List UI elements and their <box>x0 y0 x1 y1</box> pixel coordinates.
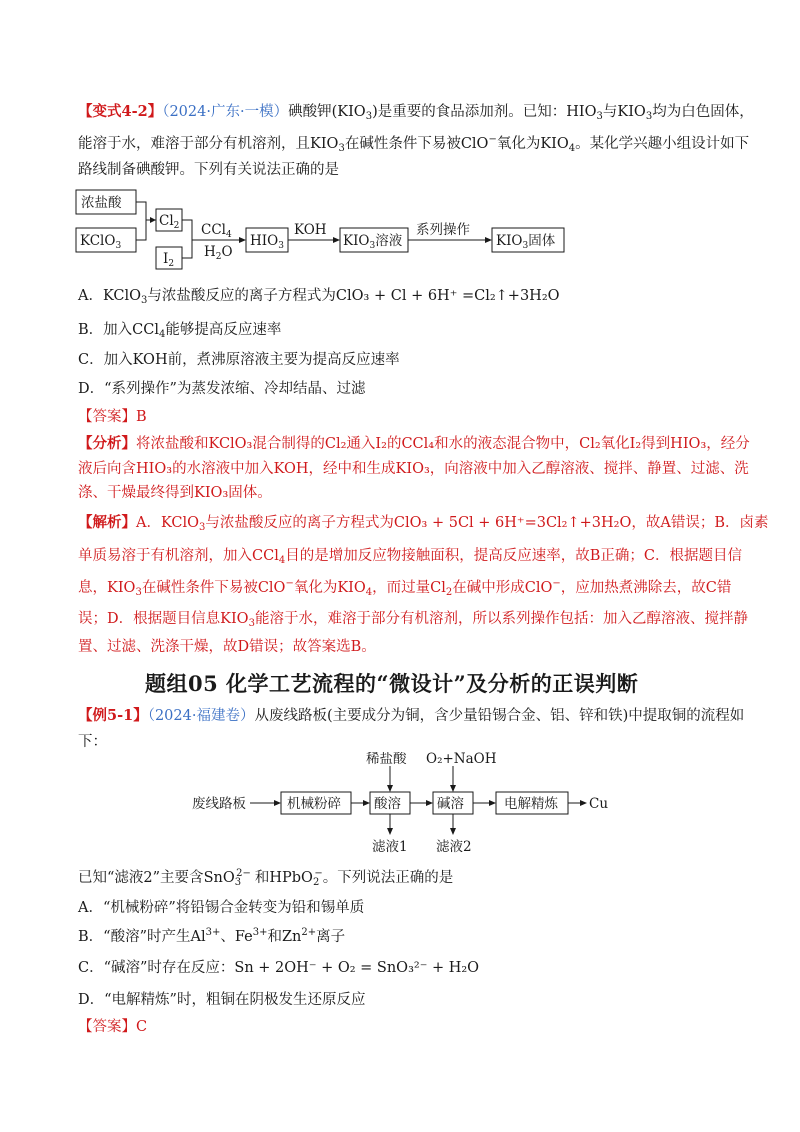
flow1-label-hcl: 浓盐酸 <box>81 195 122 211</box>
flow1-label-kclo3: KClO <box>80 233 116 249</box>
formula: Al <box>190 929 206 945</box>
q2-text: 和 <box>254 870 270 886</box>
formula: KIO <box>337 104 366 120</box>
q1-option-b: B．加入CCl$_4$能够提高反应速率 <box>78 322 282 340</box>
explain-text: 在碱性条件下易被 <box>141 580 258 596</box>
option-label: A． <box>78 288 103 304</box>
option-text: B．加入 <box>78 322 133 338</box>
q1-analysis-1 <box>78 434 750 454</box>
flow2-label-filtrate2: 滤液2 <box>436 839 472 855</box>
formula: KClO <box>102 288 142 304</box>
formula: ClO <box>524 580 553 596</box>
formula: ClO <box>460 136 489 152</box>
flow1-sub: 3 <box>278 241 284 251</box>
svg-text:浓盐酸 <box>81 194 122 211</box>
flow1-label-koh: KOH <box>294 222 327 238</box>
option-text: 前，煮沸原溶液主要为提高反应速率 <box>167 352 400 368</box>
q1-text: 能溶于水，难溶于部分有机溶剂，且 <box>78 136 310 152</box>
q1-line1: 【变式4-2】（2024·广东·一模）碘酸钾$(KIO_3)$是重要的食品添加剂。已知：$HIO_3$与$KIO_3$均为白色固体， <box>78 103 754 122</box>
flow1-label-solid: 固体 <box>528 233 556 249</box>
flow-diagram-2 <box>188 752 668 862</box>
q2-option-a: A．“机械粉碎”将铅锡合金转变为铅和锡单质 <box>78 900 365 916</box>
q1-explain-2: 单质易溶于有机溶剂，加入CCl$_4$目的是增加反应物接触面积，提高反应速率，故B正确；C．根据题目信 <box>78 548 742 566</box>
flow2-label-cu: Cu <box>589 796 609 812</box>
q1-line2: 能溶于水，难溶于部分有机溶剂，且$KIO_3$在碱性条件下易被ClO−氧化为$KIO_4$。某化学兴趣小组设计如下 <box>78 134 750 154</box>
flow2-label-start: 废线路板 <box>192 796 246 812</box>
flow1-sub: 3 <box>522 241 529 251</box>
formula: KOH <box>132 352 168 368</box>
flow2-label-base: 碱溶 <box>437 796 464 812</box>
q1-option-d: D．“系列操作”为蒸发浓缩、冷却结晶、过滤 <box>78 381 366 397</box>
option-text: C．加入 <box>78 352 133 368</box>
q2-option-c <box>78 958 479 978</box>
explain-text: ，而过量 <box>372 580 431 596</box>
flow1-sub: 2 <box>168 259 175 269</box>
explain-text: 息， <box>78 580 107 596</box>
q1-tag: 【变式4-2】 <box>78 103 163 120</box>
explain-text: 氧化为 <box>293 580 338 596</box>
flow2-label-acid: 酸溶 <box>374 796 401 812</box>
equation: Sn + 2OH⁻ + O₂ = SnO₃²⁻ + H₂O <box>234 960 480 976</box>
svg-text:I2 <box>163 251 174 269</box>
q2-line2: 下： <box>78 734 107 750</box>
q1-analysis-3: 涤、干燥最终得到KIO₃固体。 <box>78 485 272 501</box>
q1-answer: 【答案】B <box>78 409 147 425</box>
q1-explain-5: 置、过滤、洗涤干燥，故D错误；故答案选B。 <box>78 639 376 655</box>
formula: SnO <box>203 870 235 886</box>
option-text: 离子 <box>316 929 346 945</box>
flow1-label-h2o-o: O <box>221 244 233 260</box>
q1-option-c <box>78 350 400 370</box>
equation: ClO₃ + Cl + 6H⁺ =Cl₂↑+3H₂O <box>335 288 560 304</box>
analysis-text: 将浓盐酸和KClO₃混合制得的Cl₂通入I₂的CCl₄和水的液态混合物中，Cl₂氧化I₂得到HIO₃，经分 <box>136 436 750 452</box>
explain-tag: 【解析】 <box>78 514 136 531</box>
q2-source: （2024·福建卷） <box>147 708 255 724</box>
flow1-sub: 4 <box>225 230 232 240</box>
q1-explain-3: 息，$KIO_3$在碱性条件下易被ClO−氧化为$KIO_4$，而过量$Cl_2$在碱中形成ClO−，应加热煮沸除去，故C错 <box>78 578 732 598</box>
q2-tag: 【例5-1】 <box>78 707 148 724</box>
svg-text:Cl2 <box>159 213 179 231</box>
q1-text: 与 <box>602 104 618 120</box>
formula: KClO <box>160 515 200 531</box>
q2-option-b: B．“酸溶”时产生$Al^{3+}$、$Fe^{3+}$和$Zn^{2+}$离子 <box>78 927 346 945</box>
flow1-label-ccl4: CCl <box>201 222 226 238</box>
q1-text: 均为白色固体， <box>652 104 754 120</box>
explain-text: A． <box>136 515 161 531</box>
q1-line3: 路线制备碘酸钾。下列有关说法正确的是 <box>78 162 339 178</box>
equation: ClO₃ + 5Cl + 6H⁺=3Cl₂↑+3H₂O <box>393 515 632 531</box>
option-text: B．“酸溶”时产生 <box>78 929 191 945</box>
q1-explain-4: 误；D．根据题目信息$KIO_3$能溶于水，难溶于部分有机溶剂，所以系列操作包括：加入乙醇溶液、搅拌静 <box>78 611 748 629</box>
q1-text: )是重要的食品添加剂。已知： <box>372 104 567 120</box>
flow1-label-i2: I <box>163 251 169 267</box>
q2-answer: 【答案】C <box>78 1019 148 1035</box>
svg-text:CCl4 <box>201 222 232 240</box>
flow1-label-kio3: KIO <box>343 233 370 249</box>
q2-known: 已知“滤液2”主要含SnO$_3^{2-}$ 和HPbO$_2$−。下列说法正确的是 <box>78 868 454 888</box>
q1-explain-1: 【解析】A．KClO$_3$与浓盐酸反应的离子方程式为ClO₃ + 5Cl + 6H⁺=3Cl₂↑+3H₂O，故A错误；B．卤素 <box>78 514 769 533</box>
q2-text: 从废线路板(主要成分为铜，含少量铅锡合金、铝、锌和铁)中提取铜的流程如 <box>254 708 745 724</box>
explain-text: 与浓盐酸反应的离子方程式为 <box>205 515 394 531</box>
option-text: C．“碱溶”时存在反应： <box>78 960 235 976</box>
flow1-sub: 2 <box>173 221 180 231</box>
q1-text: 氧化为 <box>496 136 541 152</box>
q2-text: 已知“滤液2”主要含 <box>78 870 204 886</box>
formula: KIO <box>310 136 339 152</box>
q1-text: 碘酸钾( <box>288 104 338 120</box>
flow1-label-h2o: H <box>204 244 216 260</box>
flow1-label-hio3: HIO <box>250 233 279 249</box>
section-heading: 题组05 化学工艺流程的“微设计”及分析的正误判断 <box>145 671 639 696</box>
analysis-tag: 【分析】 <box>78 435 136 452</box>
formula: Cl <box>430 580 446 596</box>
formula: CCl <box>132 322 159 338</box>
explain-text: 目的是增加反应物接触面积，提高反应速率，故B正确；C．根据题目信 <box>285 548 742 564</box>
formula: Fe <box>234 929 253 945</box>
svg-text:KIO3溶液 <box>343 232 403 251</box>
flow-diagram-1 <box>70 184 690 284</box>
formula: KIO <box>107 580 136 596</box>
flow1-sub: 2 <box>215 252 222 262</box>
formula: Zn <box>281 929 302 945</box>
q2-option-d: D．“电解精炼”时，粗铜在阴极发生还原反应 <box>78 992 366 1008</box>
flow2-label-hcl: 稀盐酸 <box>366 752 407 767</box>
formula: HIO <box>566 104 597 120</box>
flow1-sub: 3 <box>115 241 122 251</box>
svg-text:H2O <box>204 244 233 262</box>
svg-text:KClO3 <box>80 233 121 251</box>
q2-text: 。下列说法正确的是 <box>322 870 454 886</box>
explain-text: ，故A错误；B．卤素 <box>631 515 769 531</box>
explain-text: 在碱中形成 <box>452 580 525 596</box>
flow2-label-o2-naoh: O₂+NaOH <box>426 752 497 767</box>
flow1-sub: 3 <box>369 241 376 251</box>
flow2-label-grind: 机械粉碎 <box>287 796 341 812</box>
flow1-label-cl2: Cl <box>159 213 174 229</box>
svg-text:KIO3固体 <box>496 232 556 251</box>
explain-text: 能溶于水，难溶于部分有机溶剂，所以系列操作包括：加入乙醇溶液、搅拌静 <box>254 611 748 627</box>
flow1-label-sol: 溶液 <box>375 233 403 249</box>
q2-line1 <box>78 706 744 726</box>
explain-text: 单质易溶于有机溶剂，加入 <box>78 548 252 564</box>
q1-text: 。某化学兴趣小组设计如下 <box>575 136 750 152</box>
q1-option-a: A．KClO$_3$与浓盐酸反应的离子方程式为ClO₃ + Cl + 6H⁺ =Cl₂↑+3H₂O <box>78 288 560 306</box>
formula: HPbO <box>269 870 313 886</box>
q1-text: 在碱性条件下易被 <box>344 136 461 152</box>
formula: KIO <box>617 104 646 120</box>
svg-text:KOH <box>294 222 327 238</box>
explain-text: 误；D．根据题目信息 <box>78 611 221 627</box>
q1-analysis-2: 液后向含HIO₃的水溶液中加入KOH，经中和生成KIO₃，向溶液中加入乙醇溶液、搅拌、静置、过滤、洗 <box>78 461 749 477</box>
flow1-label-kio3s: KIO <box>496 233 523 249</box>
formula: CCl <box>252 548 279 564</box>
option-text: 能够提高反应速率 <box>165 322 282 338</box>
svg-text:系列操作 <box>416 221 470 238</box>
formula: ClO <box>257 580 286 596</box>
formula: KIO <box>220 611 249 627</box>
option-text: 和 <box>267 929 282 945</box>
flow2-label-electro: 电解精炼 <box>504 796 558 812</box>
flow2-label-filtrate1: 滤液1 <box>372 839 408 855</box>
flow1-label-op: 系列操作 <box>416 222 470 238</box>
svg-text:HIO3 <box>250 233 284 251</box>
formula: KIO <box>337 580 366 596</box>
option-text: 与浓盐酸反应的离子方程式为 <box>147 288 336 304</box>
explain-text: ，应加热煮沸除去，故C错 <box>560 580 732 596</box>
q1-source: （2024·广东·一模） <box>162 104 289 120</box>
formula: KIO <box>540 136 569 152</box>
